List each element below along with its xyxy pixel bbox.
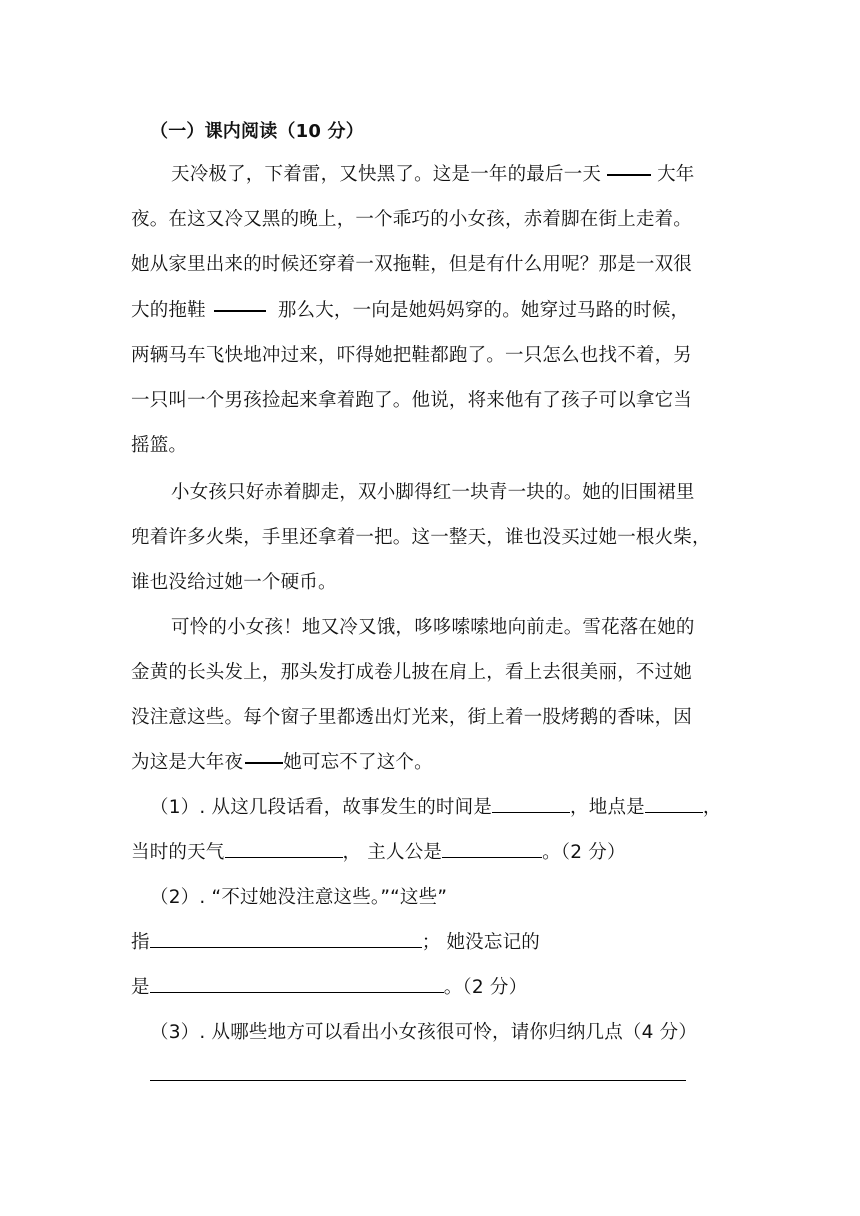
question-2-line-1: （2）. “不过她没注意这些。”“这些” — [150, 887, 448, 908]
passage-line: 没注意这些。每个窗子里都透出灯光来，街上着一股烤鹅的香味，因 — [131, 707, 693, 728]
passage-text: 天冷极了，下着雷，又快黑了。这是一年的最后一天 — [171, 164, 602, 185]
answer-blank-weather[interactable] — [225, 839, 343, 858]
answer-blank-protagonist[interactable] — [442, 839, 542, 858]
section-title: （一）课内阅读（10 分） — [150, 121, 364, 142]
passage-text: 大的拖鞋 — [131, 300, 206, 321]
passage-text: 大年 — [657, 164, 695, 185]
question-text: 当时的天气 — [131, 842, 225, 863]
question-1-line-2 — [131, 838, 626, 864]
dash-mark — [245, 762, 283, 764]
passage-line: 小女孩只好赤着脚走，双小脚得红一块青一块的。她的旧围裙里 — [171, 482, 695, 503]
passage-text: 为这是大年夜 — [131, 752, 244, 773]
question-text: ，地点是 — [570, 797, 645, 818]
answer-blank-these[interactable] — [150, 929, 422, 948]
passage-line: 她从家里出来的时候还穿着一双拖鞋，但是有什么用呢？那是一双很 — [131, 254, 693, 275]
question-text: ， 主人公是 — [342, 842, 443, 863]
question-3: （3）. 从哪些地方可以看出小女孩很可怜，请你归纳几点（4 分） — [150, 1022, 698, 1043]
passage-line: 金黄的长头发上，那头发打成卷儿披在肩上，看上去很美丽，不过她 — [131, 662, 693, 683]
passage-line: 可怜的小女孩！地又冷又饿，哆哆嗦嗦地向前走。雪花落在她的 — [171, 617, 695, 638]
dash-mark — [607, 174, 651, 176]
passage-line: 一只叫一个男孩捡起来拿着跑了。他说，将来他有了孩子可以拿它当 — [131, 390, 693, 411]
passage-text: 她可忘不了这个。 — [283, 752, 433, 773]
question-text: ； 她没忘记的 — [421, 932, 540, 953]
question-text: 指 — [131, 932, 150, 953]
passage-line: 夜。在这又冷又黑的晚上，一个乖巧的小女孩，赤着脚在街上走着。 — [131, 209, 693, 230]
question-2-line-2 — [131, 928, 540, 954]
passage-line: 谁也没给过她一个硬币。 — [131, 572, 337, 593]
question-2-line-3 — [131, 973, 527, 999]
passage-line: 兜着许多火柴，手里还拿着一把。这一整天，谁也没买过她一根火柴， — [131, 527, 711, 548]
answer-blank-not-forget[interactable] — [150, 974, 444, 993]
answer-line-q3[interactable] — [150, 1080, 686, 1081]
passage-line: 两辆马车飞快地冲过来，吓得她把鞋都跑了。一只怎么也找不着，另 — [131, 345, 693, 366]
passage-line — [131, 296, 689, 322]
question-text: ， — [702, 797, 722, 818]
passage-line — [131, 748, 433, 774]
answer-blank-place[interactable] — [645, 794, 703, 813]
passage-line — [171, 160, 695, 186]
question-text: 。（2 分） — [542, 842, 626, 863]
question-1-line-1 — [150, 793, 722, 819]
question-text: 是 — [131, 977, 150, 998]
passage-line: 摇篮。 — [131, 435, 188, 456]
answer-blank-time[interactable] — [492, 794, 570, 813]
dash-mark — [214, 310, 266, 312]
question-text: 。（2 分） — [443, 977, 528, 998]
question-text: （1）. 从这几段话看，故事发生的时间是 — [150, 797, 493, 818]
passage-text: 那么大，一向是她妈妈穿的。她穿过马路的时候， — [277, 300, 690, 321]
